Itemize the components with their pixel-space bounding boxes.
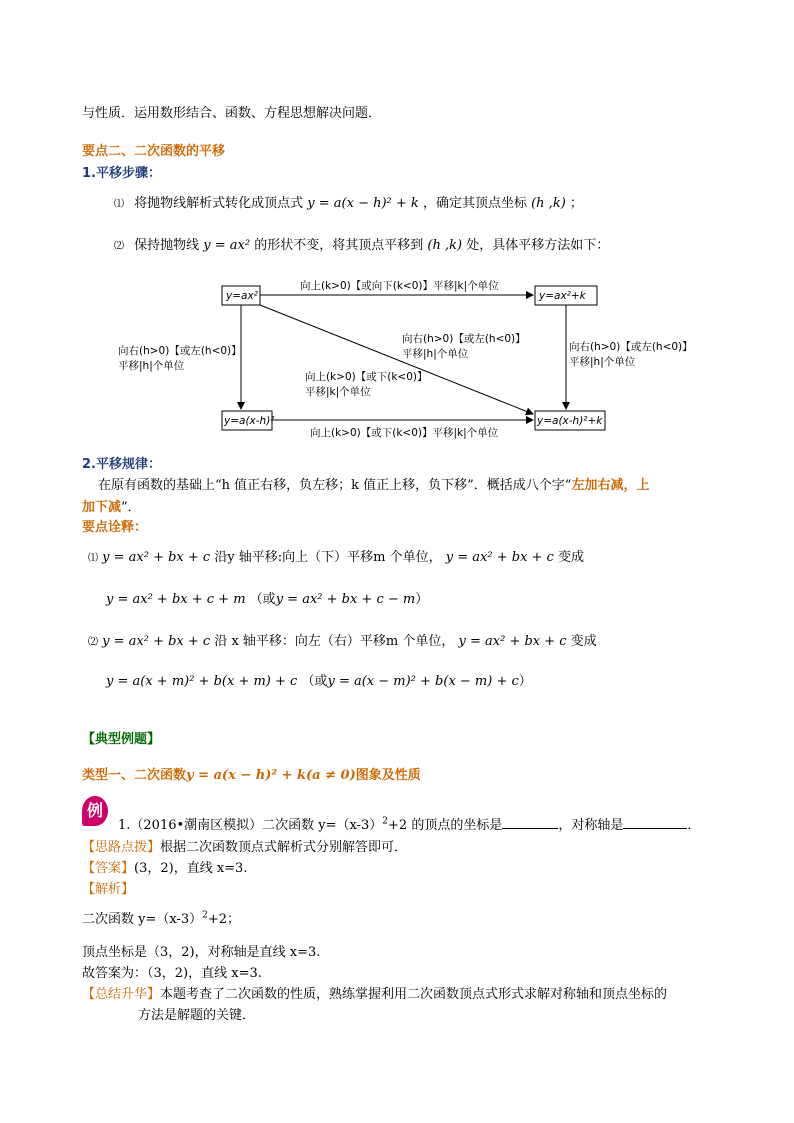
note2-formula2: y = ax² + bx + c xyxy=(458,634,567,649)
analysis-label xyxy=(82,878,134,897)
step2-text-c: 处，具体平移方法如下： xyxy=(466,238,610,253)
box-tr-text: y=ax²+k xyxy=(539,290,586,302)
type-formula: y = a(x − h)² + k(a ≠ 0) xyxy=(186,768,356,783)
answer-text: (3，2)，直线 x=3. xyxy=(134,861,248,876)
note1-text: 沿y 轴平移:向上（下）平移m 个单位， xyxy=(214,550,442,565)
step1-formula: y = a(x − h)² + k xyxy=(307,196,419,211)
step1-end: ； xyxy=(569,196,583,211)
note1-formula: y = ax² + bx + c xyxy=(102,550,211,565)
summary-label: 【总结升华】 xyxy=(82,987,161,1002)
note2-text2: 变成 xyxy=(570,634,597,649)
analysis-1sup: 2 xyxy=(202,910,208,921)
rule-body: 在原有函数的基础上“h 值正右移，负左移；k 值正上移，负下移”．概括成八个字“ xyxy=(98,478,572,493)
question-end: ． xyxy=(687,818,701,833)
question-text-b: +2 的顶点的坐标是 xyxy=(388,818,503,833)
analysis-1b: +2； xyxy=(207,912,241,927)
section2-title: 要点二、二次函数的平移 xyxy=(82,144,226,159)
note1-close: ） xyxy=(415,592,429,607)
analysis-1a: 二次函数 y=（x-3） xyxy=(82,912,203,927)
type-heading-b: 图象及性质 xyxy=(355,768,421,783)
examples-heading: 【典型例题】 xyxy=(82,732,161,747)
note1-num: ⑴ xyxy=(88,553,98,564)
note1-formula2: y = ax² + bx + c xyxy=(445,550,554,565)
note1-line xyxy=(88,546,584,565)
step2-coord: (h ,k) xyxy=(427,238,463,253)
rule-end: ”． xyxy=(121,500,141,515)
analysis-line-1 xyxy=(82,908,240,927)
note2-result2: y = a(x − m)² + b(x − m) + c xyxy=(327,674,519,689)
step1-text-a: 将抛物线解析式转化成顶点式 xyxy=(134,196,304,211)
note2-close: ） xyxy=(518,674,532,689)
rule-line-1 xyxy=(98,474,649,493)
note2-result: y = a(x + m)² + b(x + m) + c xyxy=(106,674,298,689)
rule-highlight-b: 加下减 xyxy=(82,500,122,515)
diag-upper-label-1: 向右(h>0)【或左(h<0)】 xyxy=(402,333,526,345)
question-text-c: ，对称轴是 xyxy=(558,818,624,833)
note2-text: 沿 x 轴平移：向左（右）平移m 个单位， xyxy=(214,634,455,649)
arrow-diagonal xyxy=(260,305,533,414)
step2-num: ⑵ xyxy=(114,241,124,252)
type-heading xyxy=(82,764,421,783)
right-arrow-label-1: 向右(h>0)【或左(h<0)】 xyxy=(569,341,693,353)
step1-num: ⑴ xyxy=(114,199,124,210)
answer-blank-1 xyxy=(502,816,558,829)
left-arrow-label-2: 平移|h|个单位 xyxy=(118,360,185,372)
question-text-a: 1.（2016•潮南区模拟）二次函数 y=（x-3） xyxy=(118,818,383,833)
intro-line: 与性质．运用数形结合、函数、方程思想解决问题． xyxy=(82,106,382,121)
summary-line-2: 方法是解题的关键． xyxy=(138,1008,256,1023)
notes-heading: 要点诠释： xyxy=(82,520,148,535)
step2-text-a: 保持抛物线 xyxy=(134,238,200,253)
question-sup: 2 xyxy=(382,816,389,827)
hint-label: 【思路点拨】 xyxy=(82,840,161,855)
right-arrow-label-2: 平移|h|个单位 xyxy=(569,356,636,368)
step2-formula: y = ax² xyxy=(203,238,251,253)
box-tl-text: y=ax² xyxy=(226,290,258,302)
rule-line-2 xyxy=(82,496,141,515)
hint-line xyxy=(82,836,407,855)
rule-highlight-a: 左加右减，上 xyxy=(571,478,650,493)
box-br-text: y=a(x-h)²+k xyxy=(537,415,603,427)
step2-text-b: 的形状不变，将其顶点平移到 xyxy=(254,238,424,253)
note1-result2: y = ax² + bx + c − m xyxy=(275,592,416,607)
rule-heading: 2.平移规律： xyxy=(82,457,161,472)
analysis-line-2: 顶点坐标是（3，2)，对称轴是直线 x=3. xyxy=(82,945,321,960)
note1-or: （或 xyxy=(249,592,276,607)
note1-text2: 变成 xyxy=(557,550,584,565)
note2-num: ⑵ xyxy=(88,637,98,648)
diag-lower-label-2: 平移|k|个单位 xyxy=(305,386,371,398)
answer-blank-2 xyxy=(623,816,687,829)
note1-result: y = ax² + bx + c + m xyxy=(106,592,246,607)
note2-formula: y = ax² + bx + c xyxy=(102,634,211,649)
summary-text-1: 本题考查了二次函数的性质，熟练掌握利用二次函数顶点式形式求解对称轴和顶点坐标的 xyxy=(160,987,668,1002)
note2-or: （或 xyxy=(301,674,328,689)
type-heading-a: 类型一、二次函数 xyxy=(82,768,187,783)
step1-text-b: ，确定其顶点坐标 xyxy=(422,196,527,211)
summary-line-1 xyxy=(82,983,667,1002)
diag-lower-label-1: 向上(k>0)【或下(k<0)】 xyxy=(305,371,428,383)
analysis-label-text: 【解析】 xyxy=(82,882,135,897)
answer-line xyxy=(82,857,247,876)
analysis-line-3: 故答案为：（3，2)，直线 x=3. xyxy=(82,966,262,981)
left-arrow-label-1: 向右(h>0)【或左(h<0)】 xyxy=(118,345,242,357)
note1-result-line xyxy=(106,588,428,607)
note2-result-line xyxy=(106,670,532,689)
bottom-arrow-label: 向上(k>0)【或下(k<0)】平移|k|个单位 xyxy=(310,427,499,439)
note2-line xyxy=(88,630,597,649)
box-bl-text: y=a(x-h)² xyxy=(224,415,275,427)
step-heading: 1.平移步骤： xyxy=(82,166,161,181)
top-arrow-label: 向上(k>0)【或向下(k<0)】平移|k|个单位 xyxy=(300,280,499,292)
step1-coord: (h ,k) xyxy=(531,196,566,211)
hint-text: 根据二次函数顶点式解析式分别解答即可． xyxy=(160,840,408,855)
example-badge-icon: 例 xyxy=(82,796,108,826)
question-line xyxy=(118,814,700,833)
translation-diagram xyxy=(0,0,794,460)
answer-label: 【答案】 xyxy=(82,861,135,876)
diag-upper-label-2: 平移|h|个单位 xyxy=(402,348,469,360)
